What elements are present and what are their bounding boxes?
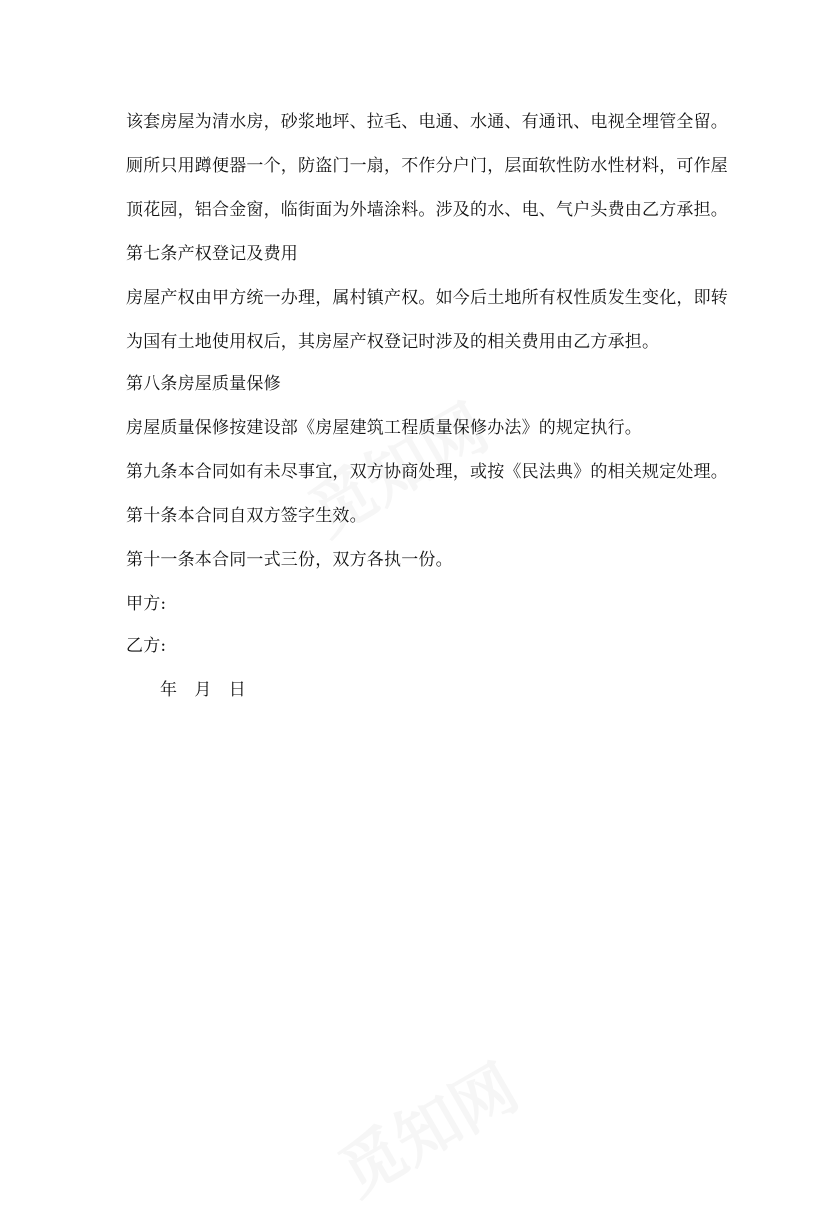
paragraph-line: 顶花园，铝合金窗，临街面为外墙涂料。涉及的水、电、气户头费由乙方承担。 — [126, 200, 728, 220]
paragraph-line: 第十条本合同自双方签字生效。 — [126, 506, 367, 526]
paragraph-line: 第九条本合同如有未尽事宜，双方协商处理，或按《民法典》的相关规定处理。 — [126, 462, 728, 482]
date-line: 年 月 日 — [160, 680, 246, 700]
section-heading: 第七条产权登记及费用 — [126, 244, 298, 264]
paragraph-line: 该套房屋为清水房，砂浆地坪、拉毛、电通、水通、有通讯、电视全埋管全留。 — [126, 112, 728, 132]
paragraph-line: 第十一条本合同一式三份，双方各执一份。 — [126, 550, 453, 570]
party-a-signature: 甲方: — [126, 594, 167, 614]
paragraph-line: 房屋质量保修按建设部《房屋建筑工程质量保修办法》的规定执行。 — [126, 418, 642, 438]
paragraph-line: 房屋产权由甲方统一办理，属村镇产权。如今后土地所有权性质发生变化，即转 — [126, 288, 728, 308]
section-heading: 第八条房屋质量保修 — [126, 374, 281, 394]
party-b-signature: 乙方: — [126, 636, 167, 656]
paragraph-line: 为国有土地使用权后，其房屋产权登记时涉及的相关费用由乙方承担。 — [126, 332, 660, 352]
watermark — [320, 1038, 532, 1214]
paragraph-line: 厕所只用蹲便器一个，防盗门一扇，不作分户门，层面软性防水性材料，可作屋 — [126, 156, 728, 176]
